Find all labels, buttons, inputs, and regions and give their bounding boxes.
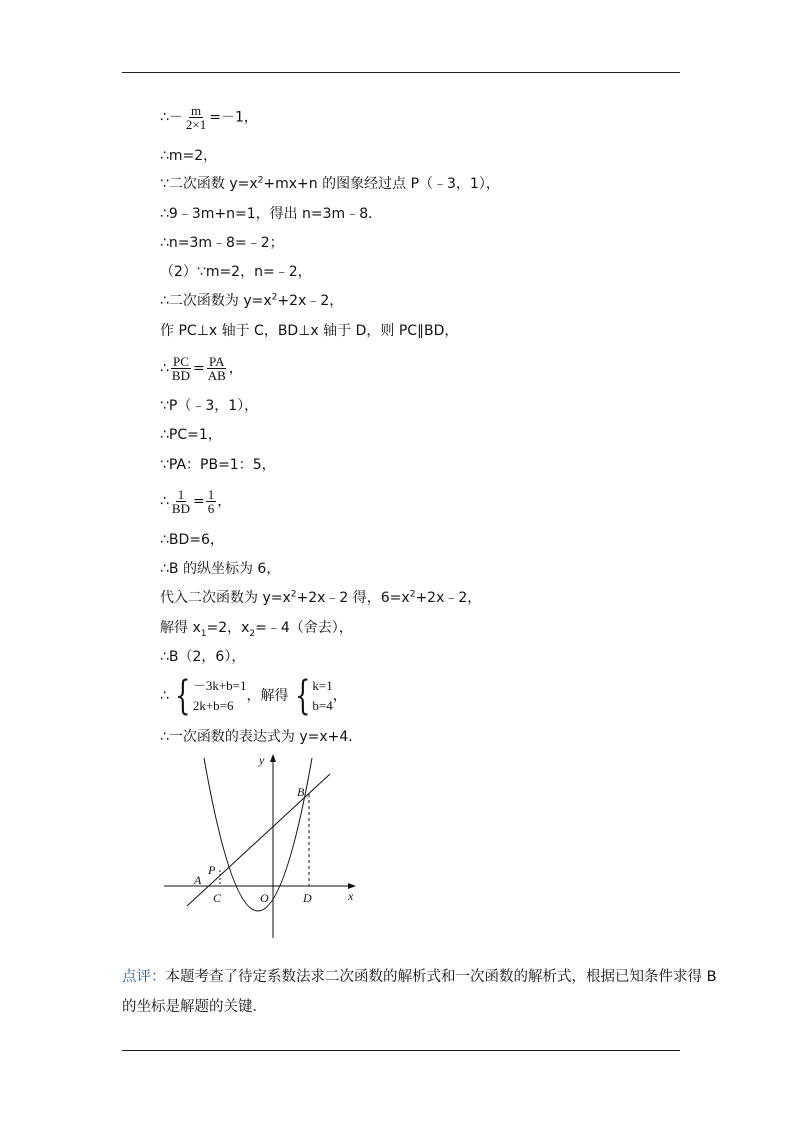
solution-b: b=4 [312,698,333,713]
remark-tag: 点评 [122,969,151,985]
frac-num: 1 [207,487,215,502]
line-12: ∵PA：PB=1：5， [160,457,276,473]
frac-num: 1 [177,487,185,502]
label-b: B [297,785,305,799]
l13-suffix: ， [217,493,232,510]
label-p: P [208,863,216,877]
line-3 [160,174,500,194]
l13-prefix: ∴ [160,493,169,510]
l9-eq: = [192,360,205,377]
l3-sup: 2 [257,175,264,186]
l16-sup1: 2 [290,589,297,600]
l17-sub1: 1 [200,628,207,639]
function-graph [160,752,370,942]
frac-den: 6 [207,501,215,516]
label-y: y [259,753,265,767]
system-eq2: 2k+b=6 [192,698,234,713]
line-15: ∴B 的纵坐标为 6， [160,561,281,577]
system-rows [193,676,247,716]
label-c: C [213,891,222,905]
fraction-1-bd [170,488,192,515]
l16-sup2: 2 [409,589,416,600]
l17-a: 解得 x [160,620,201,636]
frac-den: BD [171,368,190,383]
l9-suffix: ， [228,360,243,377]
l19-prefix: ∴ [160,688,169,704]
top-rule [122,72,680,73]
l1-suffix: =－1， [209,109,258,126]
frac-den: AB [207,368,226,383]
line-14: ∴BD=6， [160,532,224,548]
line-11: ∴PC=1， [160,427,222,443]
solution-k: k=1 [312,678,333,693]
line-10: ∵P（﹣3，1）， [160,398,259,414]
l7-a: ∴二次函数为 y=x [160,293,272,309]
solution-system [293,673,333,719]
l7-b: +2x﹣2， [277,293,344,309]
left-brace: { [175,673,191,719]
line-17 [160,618,353,638]
remark-paragraph [122,962,722,1022]
fraction-1-6 [206,488,217,515]
remark-text: 本题考查了待定系数法求二次函数的解析式和一次函数的解析式，根据已知条件求得 B 的坐标是解题的关键． [122,969,717,1015]
line-18: ∴B（2，6）， [160,649,246,665]
line-2: ∴m=2， [160,148,218,164]
line-8: 作 PC⊥x 轴于 C，BD⊥x 轴于 D，则 PC∥BD， [160,323,459,339]
line-13 [160,488,231,515]
l13-eq: = [192,493,205,510]
solution-rows [312,676,332,716]
l9-prefix: ∴ [160,360,169,377]
l17-b: =2，x [206,620,250,636]
system-eq1: －3k+b=1 [192,678,247,693]
l19-suffix: ， [332,688,347,704]
frac-num: PC [173,354,189,369]
line-19 [160,674,347,718]
l17-sub2: 2 [249,628,256,639]
line-9 [160,355,243,382]
line-1 [160,104,258,131]
line-16 [160,588,481,608]
l17-c: =﹣4（舍去）， [255,620,353,636]
fraction-m-over-2x1 [184,104,208,131]
line-20: ∴一次函数的表达式为 y=x+4． [160,729,363,745]
l3-b: +mx+n 的图象经过点 P（﹣3，1）， [263,176,500,192]
l16-a: 代入二次函数为 y=x [160,590,291,606]
y-axis-arrow [270,754,276,762]
line-7 [160,291,343,311]
fraction-pc-bd [170,355,192,382]
frac-den: BD [171,501,190,516]
l16-b: +2x﹣2 得，6=x [296,590,410,606]
line-6: （2）∵m=2，n=﹣2， [160,264,312,280]
frac-num: PA [209,354,225,369]
l1-prefix: ∴－ [160,109,183,126]
line-5: ∴n=3m﹣8=﹣2； [160,235,284,251]
frac-num: m [191,103,202,118]
fraction-pa-ab [206,355,228,382]
l3-a: ∵二次函数 y=x [160,176,258,192]
frac-den: 2×1 [185,117,207,132]
label-x: x [348,889,354,903]
remark-sep: ： [151,969,166,985]
line-4: ∴9﹣3m+n=1，得出 n=3m﹣8． [160,206,383,222]
parabola-curve [204,758,312,911]
l16-c: +2x﹣2， [415,590,482,606]
l7-sup: 2 [271,292,278,303]
left-brace: { [295,673,311,719]
label-o: O [260,891,269,905]
label-d: D [303,891,312,905]
label-a: A [194,873,202,887]
bottom-rule [122,1050,680,1051]
equation-system [173,673,247,719]
l19-mid: ，解得 [246,688,289,704]
